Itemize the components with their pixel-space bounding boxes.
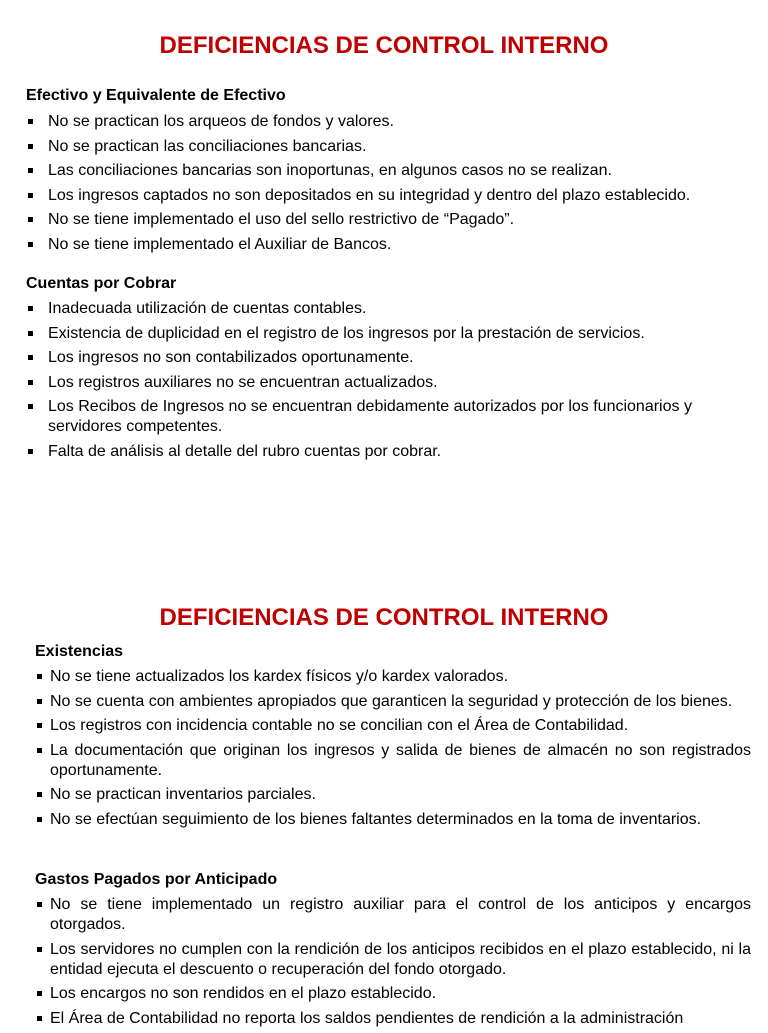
section-heading-gastos: Gastos Pagados por Anticipado <box>35 871 278 888</box>
list-item: Los ingresos captados no son depositados en su integridad y dentro del plazo establecido. <box>26 186 746 206</box>
list-item: No se efectúan seguimiento de los bienes faltantes determinados en la toma de inventarios. <box>35 810 751 830</box>
list-item: Las conciliaciones bancarias son inoportunas, en algunos casos no se realizan. <box>26 161 746 181</box>
list-existencias <box>35 667 751 834</box>
list-item: El Área de Contabilidad no reporta los saldos pendientes de rendición a la administración <box>35 1009 751 1029</box>
bullet-icon <box>28 306 33 311</box>
bullet-icon <box>28 331 33 336</box>
bullet-icon <box>28 144 33 149</box>
bullet-icon <box>37 723 42 728</box>
list-item: No se practican las conciliaciones bancarias. <box>26 137 746 157</box>
list-efectivo <box>26 112 746 259</box>
list-item: No se practican inventarios parciales. <box>35 785 751 805</box>
list-item: Inadecuada utilización de cuentas contables. <box>26 299 746 319</box>
list-item: La documentación que originan los ingresos y salida de bienes de almacén no son registrados oportunamente. <box>35 741 751 781</box>
list-item: Los registros auxiliares no se encuentran actualizados. <box>26 373 746 393</box>
list-item: Los registros con incidencia contable no se concilian con el Área de Contabilidad. <box>35 716 751 736</box>
list-item: No se tiene implementado el Auxiliar de Bancos. <box>26 235 746 255</box>
bullet-icon <box>28 119 33 124</box>
list-item: Los Recibos de Ingresos no se encuentran debidamente autorizados por los funcionarios y servidores competentes. <box>26 397 746 437</box>
bullet-icon <box>28 193 33 198</box>
bullet-icon <box>37 991 42 996</box>
bullet-icon <box>28 217 33 222</box>
bullet-icon <box>28 404 33 409</box>
list-item: Los servidores no cumplen con la rendición de los anticipos recibidos en el plazo establecido, ni la entidad ejecuta el descuento o recuperación del fondo otorgado. <box>35 940 751 980</box>
bullet-icon <box>37 699 42 704</box>
list-item: No se tiene implementado un registro auxiliar para el control de los anticipos y encargos otorgados. <box>35 895 751 935</box>
list-item: Existencia de duplicidad en el registro de los ingresos por la prestación de servicios. <box>26 324 746 344</box>
bullet-icon <box>37 902 42 907</box>
bullet-icon <box>28 242 33 247</box>
list-item: No se tiene implementado el uso del sello restrictivo de “Pagado”. <box>26 210 746 230</box>
list-item: Falta de análisis al detalle del rubro cuentas por cobrar. <box>26 442 746 462</box>
list-item: Los encargos no son rendidos en el plazo establecido. <box>35 984 751 1004</box>
section-heading-cuentas: Cuentas por Cobrar <box>26 275 177 292</box>
list-item: No se practican los arqueos de fondos y valores. <box>26 112 746 132</box>
list-cuentas <box>26 299 746 466</box>
bullet-icon <box>28 168 33 173</box>
bullet-icon <box>28 449 33 454</box>
bullet-icon <box>37 947 42 952</box>
bullet-icon <box>37 1016 42 1021</box>
slide-title: DEFICIENCIAS DE CONTROL INTERNO <box>159 604 609 631</box>
bullet-icon <box>28 355 33 360</box>
list-item: No se tiene actualizados los kardex físicos y/o kardex valorados. <box>35 667 751 687</box>
bullet-icon <box>37 674 42 679</box>
list-item: No se cuenta con ambientes apropiados que garanticen la seguridad y protección de los bienes. <box>35 692 751 712</box>
slide-title: DEFICIENCIAS DE CONTROL INTERNO <box>159 32 609 59</box>
bullet-icon <box>37 748 42 753</box>
section-heading-efectivo: Efectivo y Equivalente de Efectivo <box>26 87 286 104</box>
bullet-icon <box>37 817 42 822</box>
list-gastos <box>35 895 751 1033</box>
bullet-icon <box>28 380 33 385</box>
bullet-icon <box>37 792 42 797</box>
list-item: Los ingresos no son contabilizados oportunamente. <box>26 348 746 368</box>
section-heading-existencias: Existencias <box>35 643 124 660</box>
